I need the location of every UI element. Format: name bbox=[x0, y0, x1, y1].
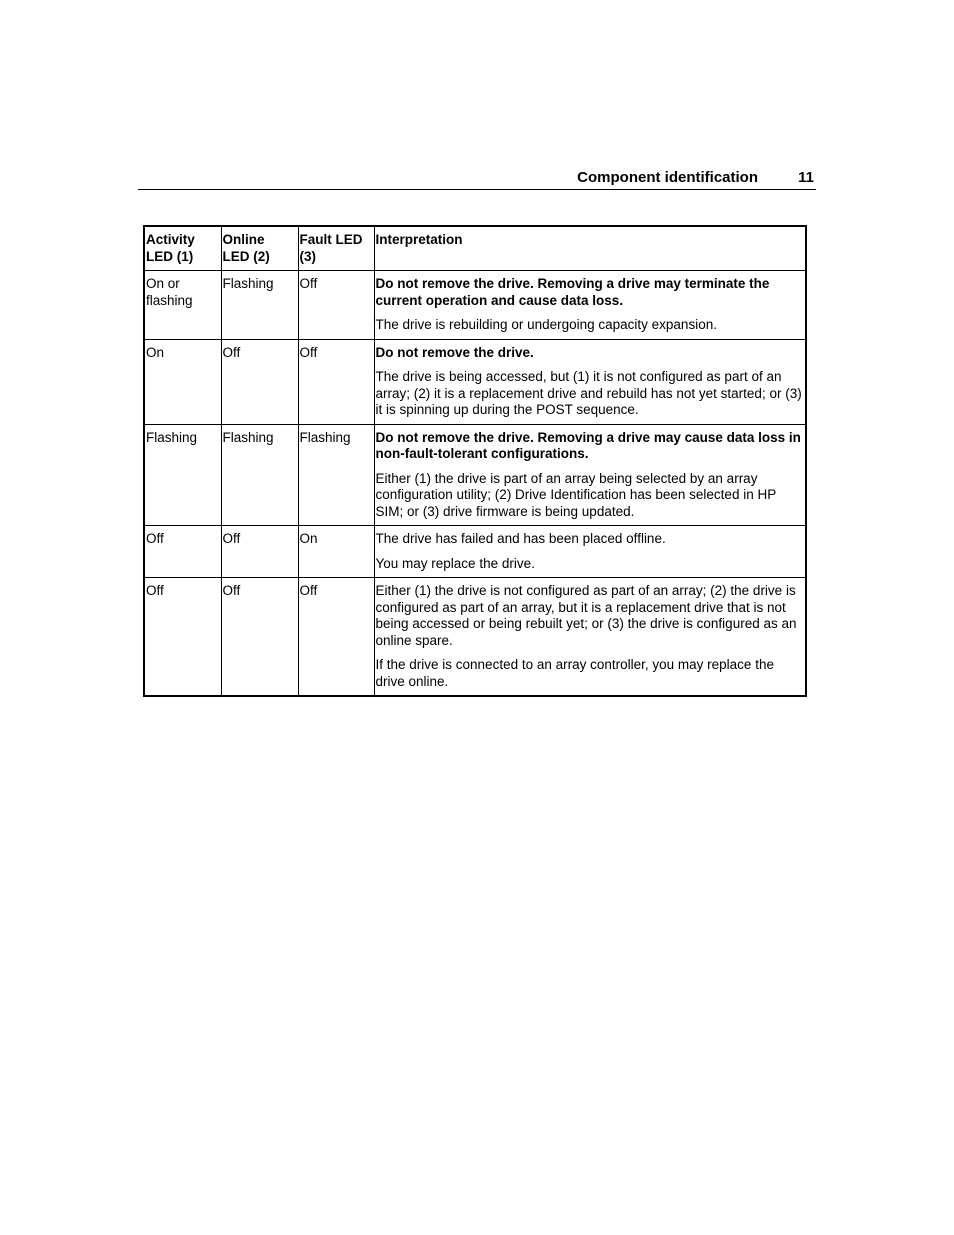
interpretation-text: The drive is being accessed, but (1) it is not configured as part of an array; (2) it is a replacement drive and rebuild has not yet started; or (3) it is spinning up during the POST sequence. bbox=[375, 369, 802, 417]
activity-led-cell: Off bbox=[144, 578, 221, 697]
activity-led-cell: On or flashing bbox=[144, 271, 221, 340]
table-row bbox=[144, 424, 806, 526]
interpretation-cell bbox=[374, 271, 806, 340]
table-header-row bbox=[144, 226, 806, 271]
interpretation-text: The drive is rebuilding or undergoing capacity expansion. bbox=[375, 317, 717, 332]
online-led-cell: Flashing bbox=[221, 271, 298, 340]
activity-led-cell: Off bbox=[144, 526, 221, 578]
fault-led-cell: On bbox=[298, 526, 374, 578]
fault-led-cell: Flashing bbox=[298, 424, 374, 526]
table-row bbox=[144, 339, 806, 424]
online-led-cell: Off bbox=[221, 578, 298, 697]
interpretation-text: You may replace the drive. bbox=[375, 555, 535, 571]
page-number: 11 bbox=[798, 169, 814, 186]
warning-text: Do not remove the drive. Removing a drive may cause data loss in non-fault-tolerant configurations. bbox=[375, 429, 801, 461]
column-header-activity: Activity LED (1) bbox=[144, 226, 221, 271]
interpretation-text: If the drive is connected to an array controller, you may replace the drive online. bbox=[375, 657, 774, 689]
online-led-cell: Flashing bbox=[221, 424, 298, 526]
activity-led-cell: Flashing bbox=[144, 424, 221, 526]
interpretation-cell bbox=[374, 424, 806, 526]
table-row bbox=[144, 271, 806, 340]
column-header-interpretation: Interpretation bbox=[374, 226, 806, 271]
fault-led-cell: Off bbox=[298, 271, 374, 340]
fault-led-cell: Off bbox=[298, 339, 374, 424]
interpretation-cell bbox=[374, 526, 806, 578]
table-row bbox=[144, 526, 806, 578]
warning-text: Do not remove the drive. bbox=[375, 344, 534, 360]
interpretation-cell bbox=[374, 339, 806, 424]
interpretation-cell bbox=[374, 578, 806, 697]
section-title: Component identification bbox=[577, 169, 758, 186]
interpretation-text: Either (1) the drive is not configured as part of an array; (2) the drive is configured as part of an array, but it is a replacement drive that is not being accessed or being rebuilt yet; or (3) the drive is configured as an online spare. bbox=[375, 583, 797, 648]
fault-led-cell: Off bbox=[298, 578, 374, 697]
led-status-table bbox=[143, 225, 807, 697]
online-led-cell: Off bbox=[221, 526, 298, 578]
table-row bbox=[144, 578, 806, 697]
column-header-fault: Fault LED (3) bbox=[298, 226, 374, 271]
warning-text: Do not remove the drive. Removing a drive may terminate the current operation and cause data loss. bbox=[375, 276, 770, 308]
page-header bbox=[138, 168, 816, 190]
column-header-online: Online LED (2) bbox=[221, 226, 298, 271]
online-led-cell: Off bbox=[221, 339, 298, 424]
interpretation-text: The drive has failed and has been placed offline. bbox=[375, 531, 666, 546]
interpretation-text: Either (1) the drive is part of an array being selected by an array configuration utility; (2) Drive Identification has been selected in HP SIM; or (3) drive firmware is being updated. bbox=[375, 470, 776, 519]
activity-led-cell: On bbox=[144, 339, 221, 424]
